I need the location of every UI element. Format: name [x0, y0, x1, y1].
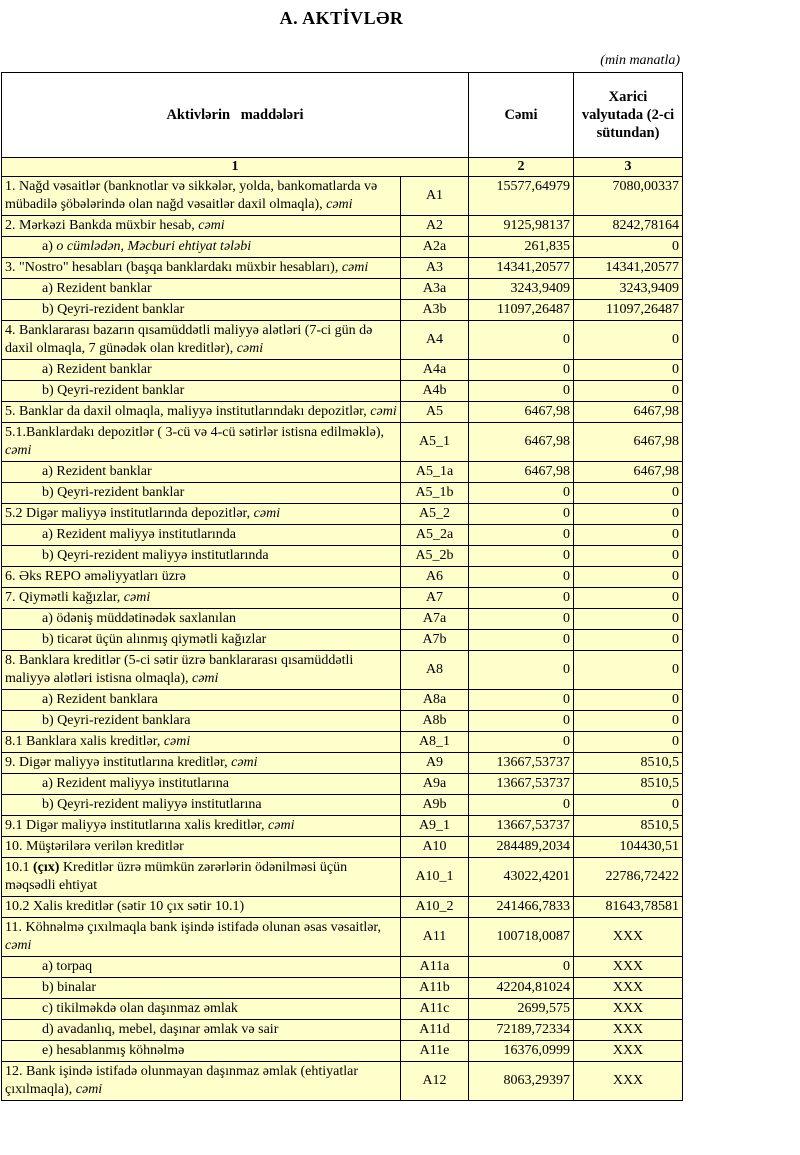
header-foreign: Xarici valyutada (2-ci sütundan) — [574, 73, 683, 158]
row-foreign: 0 — [574, 237, 683, 258]
row-foreign: 8510,5 — [574, 816, 683, 837]
row-foreign: 0 — [574, 525, 683, 546]
row-label: 6. Əks REPO əməliyyatları üzrə — [2, 567, 401, 588]
row-foreign: 81643,78581 — [574, 897, 683, 918]
row-total: 0 — [469, 732, 574, 753]
row-total: 16376,0999 — [469, 1041, 574, 1062]
row-foreign: 0 — [574, 381, 683, 402]
table-row — [2, 567, 683, 588]
row-total: 0 — [469, 381, 574, 402]
row-code: A11e — [401, 1041, 469, 1062]
row-foreign: 0 — [574, 651, 683, 690]
row-code: A11b — [401, 978, 469, 999]
header-total: Cəmi — [469, 73, 574, 158]
row-total: 0 — [469, 711, 574, 732]
row-total: 6467,98 — [469, 462, 574, 483]
row-label: a) Rezident banklar — [2, 462, 401, 483]
row-code: A10 — [401, 837, 469, 858]
table-row — [2, 837, 683, 858]
row-foreign: 22786,72422 — [574, 858, 683, 897]
row-code: A10_2 — [401, 897, 469, 918]
row-total: 0 — [469, 546, 574, 567]
row-total: 6467,98 — [469, 423, 574, 462]
row-code: A6 — [401, 567, 469, 588]
row-label: 9. Digər maliyyə institutlarına kreditlər, cəmi — [2, 753, 401, 774]
row-label: 5.2 Digər maliyyə institutlarında depozitlər, cəmi — [2, 504, 401, 525]
table-row — [2, 690, 683, 711]
table-row — [2, 360, 683, 381]
row-code: A11a — [401, 957, 469, 978]
row-label: 7. Qiymətli kağızlar, cəmi — [2, 588, 401, 609]
table-row — [2, 483, 683, 504]
row-code: A9_1 — [401, 816, 469, 837]
row-label: 10.2 Xalis kreditlər (sətir 10 çıx sətir 10.1) — [2, 897, 401, 918]
table-row — [2, 918, 683, 957]
row-code: A7a — [401, 609, 469, 630]
row-foreign: 0 — [574, 732, 683, 753]
table-row — [2, 462, 683, 483]
row-code: A3 — [401, 258, 469, 279]
row-code: A9a — [401, 774, 469, 795]
row-code: A7b — [401, 630, 469, 651]
column-number-foreign: 3 — [574, 158, 683, 177]
table-row — [2, 774, 683, 795]
row-total: 72189,72334 — [469, 1020, 574, 1041]
row-foreign: XXX — [574, 957, 683, 978]
row-code: A9 — [401, 753, 469, 774]
row-total: 261,835 — [469, 237, 574, 258]
table-row — [2, 177, 683, 216]
row-label: a) torpaq — [2, 957, 401, 978]
row-foreign: XXX — [574, 918, 683, 957]
row-total: 15577,64979 — [469, 177, 574, 216]
row-code: A8b — [401, 711, 469, 732]
row-label: 5.1.Banklardakı depozitlər ( 3-cü və 4-cü sətirlər istisna edilməklə), cəmi — [2, 423, 401, 462]
column-number-total: 2 — [469, 158, 574, 177]
row-label: 12. Bank işində istifadə olunmayan daşınmaz əmlak (ehtiyatlar çıxılmaqla), cəmi — [2, 1062, 401, 1101]
row-total: 0 — [469, 795, 574, 816]
row-code: A12 — [401, 1062, 469, 1101]
table-row — [2, 858, 683, 897]
row-foreign: XXX — [574, 999, 683, 1020]
row-code: A8 — [401, 651, 469, 690]
table-row — [2, 795, 683, 816]
row-total: 3243,9409 — [469, 279, 574, 300]
row-total: 13667,53737 — [469, 774, 574, 795]
row-code: A4 — [401, 321, 469, 360]
row-total: 0 — [469, 651, 574, 690]
row-foreign: 8242,78164 — [574, 216, 683, 237]
row-total: 43022,4201 — [469, 858, 574, 897]
table-row — [2, 999, 683, 1020]
table-row — [2, 609, 683, 630]
row-label: 2. Mərkəzi Bankda müxbir hesab, cəmi — [2, 216, 401, 237]
table-row — [2, 978, 683, 999]
row-label: 11. Köhnəlmə çıxılmaqla bank işində istifadə olunan əsas vəsaitlər, cəmi — [2, 918, 401, 957]
row-total: 0 — [469, 690, 574, 711]
row-code: A5_1b — [401, 483, 469, 504]
row-total: 284489,2034 — [469, 837, 574, 858]
row-label: 10.1 (çıx) Kreditlər üzrə mümkün zərərlərin ödənilməsi üçün məqsədli ehtiyat — [2, 858, 401, 897]
row-foreign: 0 — [574, 588, 683, 609]
assets-table — [1, 72, 683, 1101]
row-total: 6467,98 — [469, 402, 574, 423]
table-row — [2, 423, 683, 462]
row-label: 4. Banklararası bazarın qısamüddətli maliyyə alətləri (7-ci gün də daxil olmaqla, 7 günədək olan kreditlər), cəmi — [2, 321, 401, 360]
row-label: 8.1 Banklara xalis kreditlər, cəmi — [2, 732, 401, 753]
row-total: 13667,53737 — [469, 816, 574, 837]
row-foreign: 14341,20577 — [574, 258, 683, 279]
row-code: A11c — [401, 999, 469, 1020]
table-row — [2, 711, 683, 732]
row-total: 42204,81024 — [469, 978, 574, 999]
table-row — [2, 651, 683, 690]
table-row — [2, 588, 683, 609]
row-total: 0 — [469, 630, 574, 651]
row-foreign: 0 — [574, 795, 683, 816]
row-code: A9b — [401, 795, 469, 816]
table-row — [2, 300, 683, 321]
row-code: A5_1a — [401, 462, 469, 483]
row-total: 0 — [469, 525, 574, 546]
table-row — [2, 546, 683, 567]
row-code: A5_2a — [401, 525, 469, 546]
row-foreign: 6467,98 — [574, 462, 683, 483]
row-code: A5 — [401, 402, 469, 423]
table-row — [2, 279, 683, 300]
row-total: 9125,98137 — [469, 216, 574, 237]
row-code: A5_2 — [401, 504, 469, 525]
row-label: b) Qeyri-rezident banklar — [2, 300, 401, 321]
table-row — [2, 816, 683, 837]
row-label: 8. Banklara kreditlər (5-ci sətir üzrə banklararası qısamüddətli maliyyə alətləri istisna olmaqla), cəmi — [2, 651, 401, 690]
row-code: A11 — [401, 918, 469, 957]
row-label: a) Rezident banklara — [2, 690, 401, 711]
column-number-row — [2, 158, 683, 177]
row-foreign: 0 — [574, 609, 683, 630]
row-code: A2 — [401, 216, 469, 237]
row-foreign: 0 — [574, 567, 683, 588]
row-foreign: 104430,51 — [574, 837, 683, 858]
row-code: A8_1 — [401, 732, 469, 753]
row-label: a) ödəniş müddətinədək saxlanılan — [2, 609, 401, 630]
column-number-items: 1 — [2, 158, 469, 177]
row-code: A11d — [401, 1020, 469, 1041]
row-foreign: 11097,26487 — [574, 300, 683, 321]
row-label: d) avadanlıq, mebel, daşınar əmlak və sair — [2, 1020, 401, 1041]
row-total: 0 — [469, 321, 574, 360]
row-foreign: 0 — [574, 504, 683, 525]
row-total: 0 — [469, 567, 574, 588]
row-foreign: 0 — [574, 321, 683, 360]
row-foreign: 8510,5 — [574, 753, 683, 774]
table-row — [2, 897, 683, 918]
row-total: 100718,0087 — [469, 918, 574, 957]
row-label: b) binalar — [2, 978, 401, 999]
table-row — [2, 402, 683, 423]
row-code: A10_1 — [401, 858, 469, 897]
row-foreign: 6467,98 — [574, 423, 683, 462]
row-label: a) Rezident banklar — [2, 279, 401, 300]
row-code: A5_1 — [401, 423, 469, 462]
row-code: A3a — [401, 279, 469, 300]
row-label: a) Rezident banklar — [2, 360, 401, 381]
table-body — [2, 177, 683, 1101]
row-foreign: 0 — [574, 483, 683, 504]
row-foreign: XXX — [574, 978, 683, 999]
row-total: 14341,20577 — [469, 258, 574, 279]
row-label: b) Qeyri-rezident maliyyə institutlarında — [2, 546, 401, 567]
row-foreign: 0 — [574, 690, 683, 711]
row-label: b) Qeyri-rezident banklara — [2, 711, 401, 732]
row-total: 0 — [469, 483, 574, 504]
table-row — [2, 321, 683, 360]
page-title: A. AKTİVLƏR — [279, 8, 404, 28]
row-foreign: 0 — [574, 711, 683, 732]
row-code: A2a — [401, 237, 469, 258]
row-label: b) Qeyri-rezident banklar — [2, 381, 401, 402]
row-foreign: 7080,00337 — [574, 177, 683, 216]
row-total: 8063,29397 — [469, 1062, 574, 1101]
row-label: a) Rezident maliyyə institutlarında — [2, 525, 401, 546]
table-row — [2, 957, 683, 978]
row-total: 0 — [469, 504, 574, 525]
row-code: A4b — [401, 381, 469, 402]
row-label: a) o cümlədən, Məcburi ehtiyat tələbi — [2, 237, 401, 258]
row-total: 13667,53737 — [469, 753, 574, 774]
row-total: 241466,7833 — [469, 897, 574, 918]
row-label: b) Qeyri-rezident maliyyə institutlarına — [2, 795, 401, 816]
row-foreign: XXX — [574, 1041, 683, 1062]
row-label: 5. Banklar da daxil olmaqla, maliyyə institutlarındakı depozitlər, cəmi — [2, 402, 401, 423]
row-label: 10. Müştərilərə verilən kreditlər — [2, 837, 401, 858]
row-code: A1 — [401, 177, 469, 216]
row-code: A7 — [401, 588, 469, 609]
table-row — [2, 381, 683, 402]
row-foreign: XXX — [574, 1020, 683, 1041]
row-total: 0 — [469, 588, 574, 609]
row-total: 0 — [469, 957, 574, 978]
table-row — [2, 732, 683, 753]
row-total: 0 — [469, 609, 574, 630]
row-code: A4a — [401, 360, 469, 381]
row-foreign: XXX — [574, 1062, 683, 1101]
table-row — [2, 258, 683, 279]
header-items: Aktivlərin maddələri — [2, 73, 469, 158]
row-label: 9.1 Digər maliyyə institutlarına xalis kreditlər, cəmi — [2, 816, 401, 837]
row-total: 11097,26487 — [469, 300, 574, 321]
table-row — [2, 216, 683, 237]
unit-note: (min manatla) — [600, 53, 680, 68]
table-row — [2, 504, 683, 525]
row-total: 0 — [469, 360, 574, 381]
row-foreign: 8510,5 — [574, 774, 683, 795]
table-row — [2, 1020, 683, 1041]
row-foreign: 3243,9409 — [574, 279, 683, 300]
row-label: a) Rezident maliyyə institutlarına — [2, 774, 401, 795]
row-code: A5_2b — [401, 546, 469, 567]
table-row — [2, 630, 683, 651]
header-row — [2, 73, 683, 158]
row-total: 2699,575 — [469, 999, 574, 1020]
row-label: e) hesablanmış köhnəlmə — [2, 1041, 401, 1062]
row-foreign: 6467,98 — [574, 402, 683, 423]
row-foreign: 0 — [574, 360, 683, 381]
row-label: 3. "Nostro" hesabları (başqa banklardakı müxbir hesabları), cəmi — [2, 258, 401, 279]
row-code: A3b — [401, 300, 469, 321]
table-header — [2, 73, 683, 177]
table-row — [2, 753, 683, 774]
row-label: c) tikilməkdə olan daşınmaz əmlak — [2, 999, 401, 1020]
table-row — [2, 525, 683, 546]
row-foreign: 0 — [574, 630, 683, 651]
table-row — [2, 1062, 683, 1101]
row-code: A8a — [401, 690, 469, 711]
row-label: 1. Nağd vəsaitlər (banknotlar və sikkələr, yolda, bankomatlarda və mübadilə şöbələrində olan nağd vəsaitlər daxil olmaqla), cəmi — [2, 177, 401, 216]
row-label: b) Qeyri-rezident banklar — [2, 483, 401, 504]
table-row — [2, 237, 683, 258]
table-row — [2, 1041, 683, 1062]
row-label: b) ticarət üçün alınmış qiymətli kağızlar — [2, 630, 401, 651]
row-foreign: 0 — [574, 546, 683, 567]
